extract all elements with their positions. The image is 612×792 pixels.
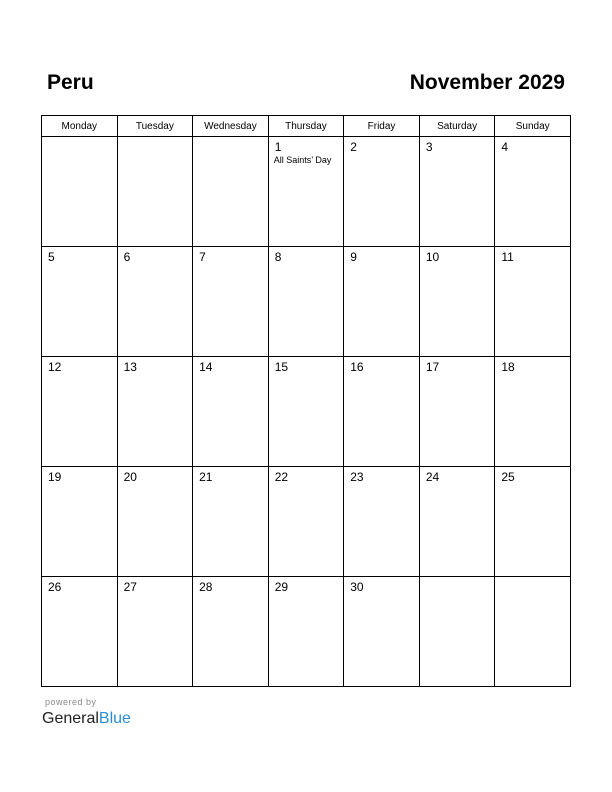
day-number: 29 [274,580,289,594]
day-number: 13 [123,360,137,374]
day-number: 11 [501,250,514,264]
brand-general-text: General [42,710,99,727]
day-cell [117,137,193,247]
day-number: 15 [274,360,289,374]
day-number: 20 [123,470,137,484]
weekday-sunday: Sunday [495,116,571,137]
weekday-saturday: Saturday [419,116,495,137]
day-number: 2 [350,140,357,154]
holiday-label: All Saints’ Day [273,155,332,165]
day-number: 18 [501,360,515,374]
day-number: 3 [425,140,433,154]
day-cell [495,577,571,687]
week-row [42,357,571,467]
day-number: 10 [425,250,440,264]
day-cell [495,137,571,247]
day-number: 14 [199,360,213,374]
day-cell [495,467,571,577]
day-cell [344,467,420,577]
day-cell [193,467,269,577]
day-number: 17 [425,360,440,374]
weekday-wednesday: Wednesday [193,116,269,137]
day-cell [268,247,344,357]
weekday-header-row [42,116,571,137]
day-number: 27 [123,580,137,594]
day-cell [419,137,495,247]
day-number: 19 [48,470,62,484]
weekday-friday: Friday [344,116,420,137]
day-cell [268,357,344,467]
week-row [42,137,571,247]
day-number: 9 [350,250,357,264]
brand-blue-text: Blue [98,710,131,727]
day-number: 6 [123,250,131,264]
week-row [42,467,571,577]
day-number [495,577,570,580]
month-year-title: November 2029 [409,71,565,94]
day-cell [419,467,495,577]
day-cell [495,357,571,467]
powered-by-text: powered by [45,697,97,707]
generalblue-logo[interactable] [42,709,131,729]
day-number: 26 [48,580,62,594]
day-cell [193,357,269,467]
day-cell [344,577,420,687]
day-cell [193,577,269,687]
day-number: 22 [274,470,289,484]
day-cell [268,137,344,247]
day-number: 1 [274,140,282,154]
day-number: 23 [350,470,364,484]
day-number: 30 [350,580,364,594]
day-number [42,137,117,140]
day-cell [344,357,420,467]
day-cell [419,247,495,357]
day-number [118,137,193,140]
day-cell [42,467,118,577]
weekday-tuesday: Tuesday [117,116,193,137]
day-cell [42,577,118,687]
week-row [42,247,571,357]
day-cell [419,357,495,467]
day-number: 28 [199,580,213,594]
day-cell [117,467,193,577]
day-number: 12 [48,360,62,374]
day-number: 5 [48,250,55,264]
footer-branding [42,697,131,729]
day-cell [419,577,495,687]
day-number: 4 [501,140,509,154]
day-number: 25 [501,470,515,484]
day-cell [117,247,193,357]
day-cell [42,137,118,247]
day-cell [495,247,571,357]
day-number [193,137,268,140]
day-number [420,577,495,580]
day-cell [42,247,118,357]
day-cell [193,137,269,247]
day-cell [344,137,420,247]
day-number: 21 [199,470,213,484]
day-number: 16 [350,360,364,374]
country-title: Peru [47,71,94,94]
day-cell [268,577,344,687]
day-number: 24 [425,470,440,484]
day-cell [344,247,420,357]
weekday-thursday: Thursday [268,116,344,137]
calendar-grid [41,115,571,687]
day-number: 7 [199,250,206,264]
day-cell [193,247,269,357]
day-number: 8 [274,250,282,264]
day-cell [42,357,118,467]
week-row [42,577,571,687]
day-cell [268,467,344,577]
weekday-monday: Monday [42,116,118,137]
day-cell [117,357,193,467]
day-cell [117,577,193,687]
